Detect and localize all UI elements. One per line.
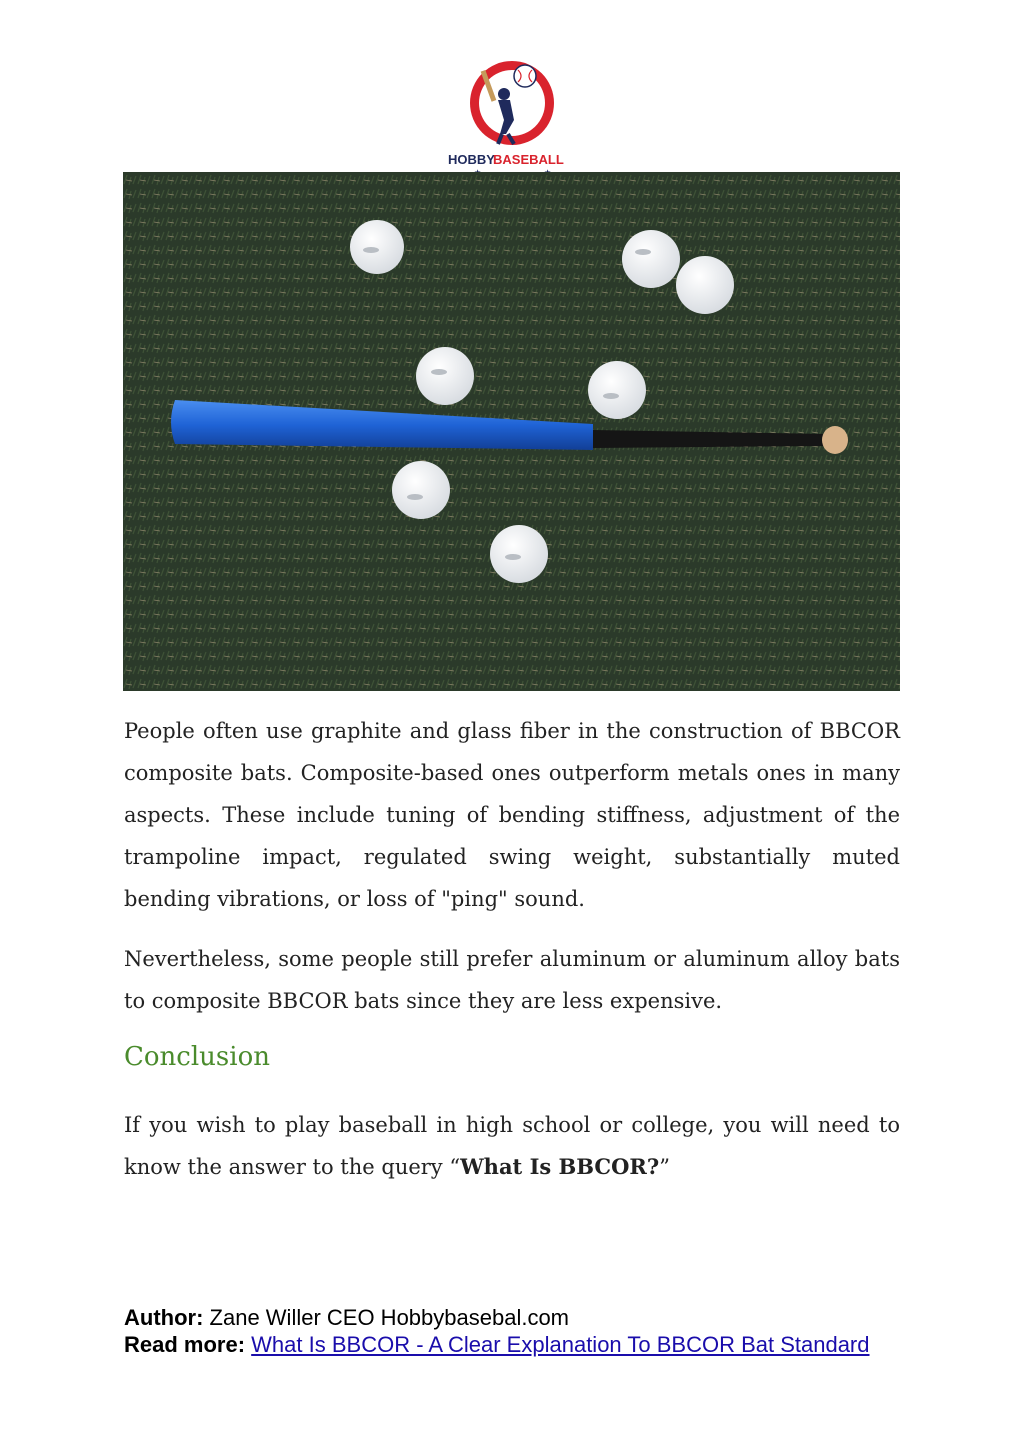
logo-brand-dark: HOBBY [448,152,495,167]
author-label: Author: [124,1305,204,1330]
author-line [124,1304,900,1331]
conclusion-strong: What Is BBCOR? [460,1154,660,1179]
logo-ball-icon [514,65,536,87]
conclusion-close-quote: ” [659,1155,670,1179]
author-value: Zane Willer CEO Hobbybasebal.com [203,1305,570,1330]
conclusion-heading: Conclusion [124,1042,270,1072]
paragraph-aluminum-bats: Nevertheless, some people still prefer aluminum or aluminum alloy bats to composite BBCOR bats since they are less expensive. [124,947,900,1013]
logo-brand-accent: BASEBALL [493,152,564,167]
hobbybaseball-logo[interactable] [440,56,590,176]
hero-photo [123,172,900,691]
conclusion-text: If you wish to play baseball in high school or college, you will need to know the answer to the query “ [124,1113,900,1179]
footer [124,1304,900,1358]
read-more-label: Read more: [124,1332,246,1357]
logo-player-head [498,88,510,100]
paragraph-conclusion [124,1104,900,1188]
read-more-link[interactable]: What Is BBCOR - A Clear Explanation To BBCOR Bat Standard [251,1332,870,1357]
read-more-line [124,1331,900,1358]
paragraph-composite-bats: People often use graphite and glass fiber in the construction of BBCOR composite bats. Composite-based ones outperform metals ones in many aspects. These include tuning of bending stiffness, adjustment of the trampoline impact, regulated swing weight, substantially muted bending vibrations, or loss of "ping" sound. [124,719,900,911]
